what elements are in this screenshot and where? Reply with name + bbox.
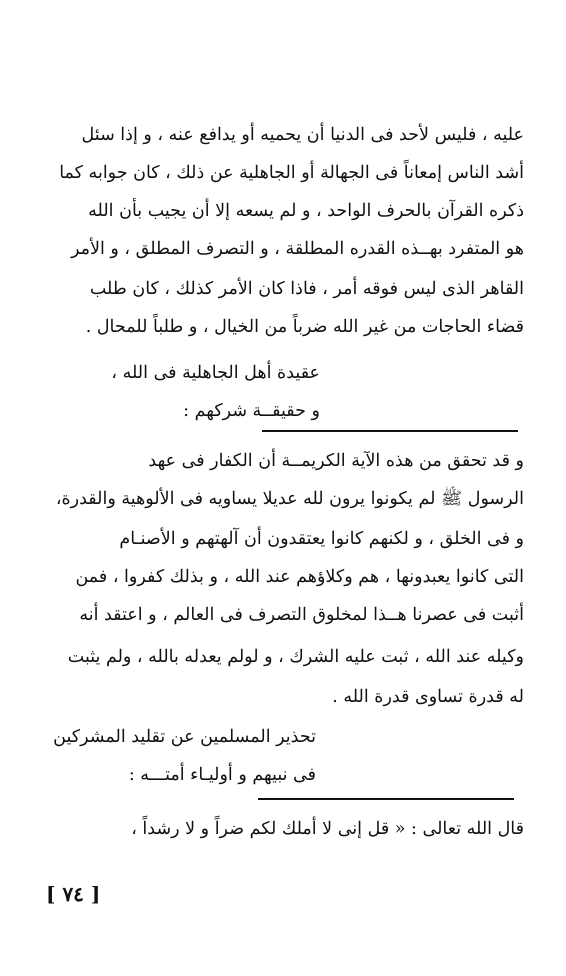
body-text-line: الرسول ﷺ لم يكونوا يرون لله عديلا يساويه فى الألوهية والقدرة،: [55, 489, 524, 509]
heading-underline: [262, 430, 518, 432]
body-text-line: قضاء الحاجات من غير الله ضرباً من الخيال ، و طلباً للمحال .: [85, 317, 524, 337]
heading-underline: [258, 798, 514, 800]
body-text-line: و فى الخلق ، و لكنهم كانوا يعتقدون أن آلهتهم و الأصنـام: [119, 529, 524, 549]
body-text-line: وكيله عند الله ، ثبت عليه الشرك ، و لولم يعدله بالله ، ولم يثبت: [67, 647, 524, 667]
section-heading-line: تحذير المسلمين عن تقليد المشركين: [53, 727, 316, 747]
body-text-line: و قد تحقق من هذه الآية الكريمــة أن الكفار فى عهد: [148, 451, 524, 471]
section-heading-line: و حقيقــة شركهم :: [183, 401, 320, 421]
body-text-line: القاهر الذى ليس فوقه أمر ، فاذا كان الأمر كذلك ، كان طلب: [89, 279, 524, 299]
page-number: [ ٧٤ ]: [46, 882, 101, 906]
body-text-line: له قدرة تساوى قدرة الله .: [332, 687, 524, 707]
section-heading-line: عقيدة أهل الجاهلية فى الله ،: [111, 363, 320, 383]
body-text-line: قال الله تعالى : « قل إنى لا أملك لكم ضراً و لا رشداً ،: [131, 819, 524, 839]
body-text-line: أشد الناس إمعاناً فى الجهالة أو الجاهلية عن ذلك ، كان جوابه كما: [59, 163, 524, 183]
section-heading-line: فى نبيهم و أوليـاء أمتـــه :: [128, 765, 316, 785]
body-text-line: التى كانوا يعبدونها ، هم وكلاؤهم عند الله ، و بذلك كفروا ، فمن: [75, 567, 524, 587]
body-text-line: هو المتفرد بهــذه القدره المطلقة ، و التصرف المطلق ، و الأمر: [70, 239, 524, 259]
body-text-line: أثبت فى عصرنا هــذا لمخلوق التصرف فى العالم ، و اعتقد أنه: [79, 605, 524, 625]
body-text-line: ذكره القرآن بالحرف الواحد ، و لم يسعه إلا أن يجيب بأن الله: [88, 201, 524, 221]
body-text-line: عليه ، فليس لأحد فى الدنيا أن يحميه أو يدافع عنه ، و إذا سئل: [81, 125, 524, 145]
